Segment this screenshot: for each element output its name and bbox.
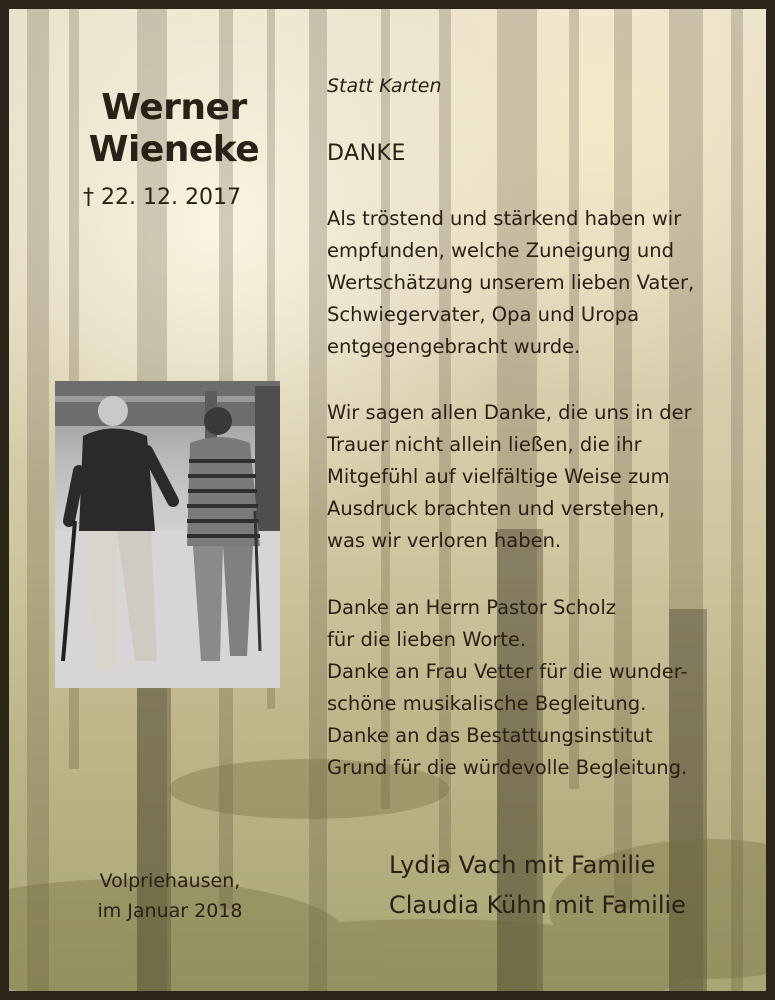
paragraph-line: für die lieben Worte. bbox=[327, 628, 527, 651]
signers bbox=[389, 845, 686, 925]
paragraph-line: Grund für die würdevolle Begleitung. bbox=[327, 756, 688, 779]
statt-karten-label: Statt Karten bbox=[327, 75, 442, 97]
paragraph-line: empfunden, welche Zuneigung und bbox=[327, 239, 674, 262]
paragraph-line: entgegengebracht wurde. bbox=[327, 335, 581, 358]
signer-name: Claudia Kühn mit Familie bbox=[389, 891, 686, 919]
paragraph-specific-thanks bbox=[327, 592, 757, 784]
danke-heading: DANKE bbox=[327, 141, 406, 166]
paragraph-line: Danke an das Bestattungsinstitut bbox=[327, 724, 653, 747]
date-line: im Januar 2018 bbox=[97, 900, 243, 922]
deceased-first-name: Werner bbox=[101, 87, 247, 128]
deceased-last-name: Wieneke bbox=[88, 129, 260, 170]
paragraph-line: Wir sagen allen Danke, die uns in der bbox=[327, 401, 692, 424]
deceased-name bbox=[69, 87, 279, 171]
paragraph-thanks-all bbox=[327, 397, 757, 557]
couple-photo bbox=[55, 381, 280, 688]
signer-name: Lydia Vach mit Familie bbox=[389, 851, 656, 879]
paragraph-line: Ausdruck brachten und verstehen, bbox=[327, 497, 666, 520]
paragraph-line: Mitgefühl auf vielfältige Weise zum bbox=[327, 465, 670, 488]
paragraph-line: schöne musikalische Begleitung. bbox=[327, 692, 647, 715]
paragraph-line: was wir verloren haben. bbox=[327, 529, 562, 552]
obituary-card bbox=[9, 9, 766, 991]
paragraph-line: Wertschätzung unserem lieben Vater, bbox=[327, 271, 695, 294]
paragraph-line: Danke an Herrn Pastor Scholz bbox=[327, 596, 617, 619]
paragraph-line: Trauer nicht allein ließen, die ihr bbox=[327, 433, 642, 456]
elderly-couple-walking-photo bbox=[55, 381, 280, 688]
death-date: † 22. 12. 2017 bbox=[83, 185, 241, 210]
place-line: Volpriehausen, bbox=[99, 870, 241, 892]
paragraph-line: Schwiegervater, Opa und Uropa bbox=[327, 303, 640, 326]
paragraph-gratitude bbox=[327, 203, 757, 363]
paragraph-line: Als tröstend und stärkend haben wir bbox=[327, 207, 682, 230]
paragraph-line: Danke an Frau Vetter für die wunder- bbox=[327, 660, 688, 683]
place-and-date bbox=[75, 866, 265, 926]
